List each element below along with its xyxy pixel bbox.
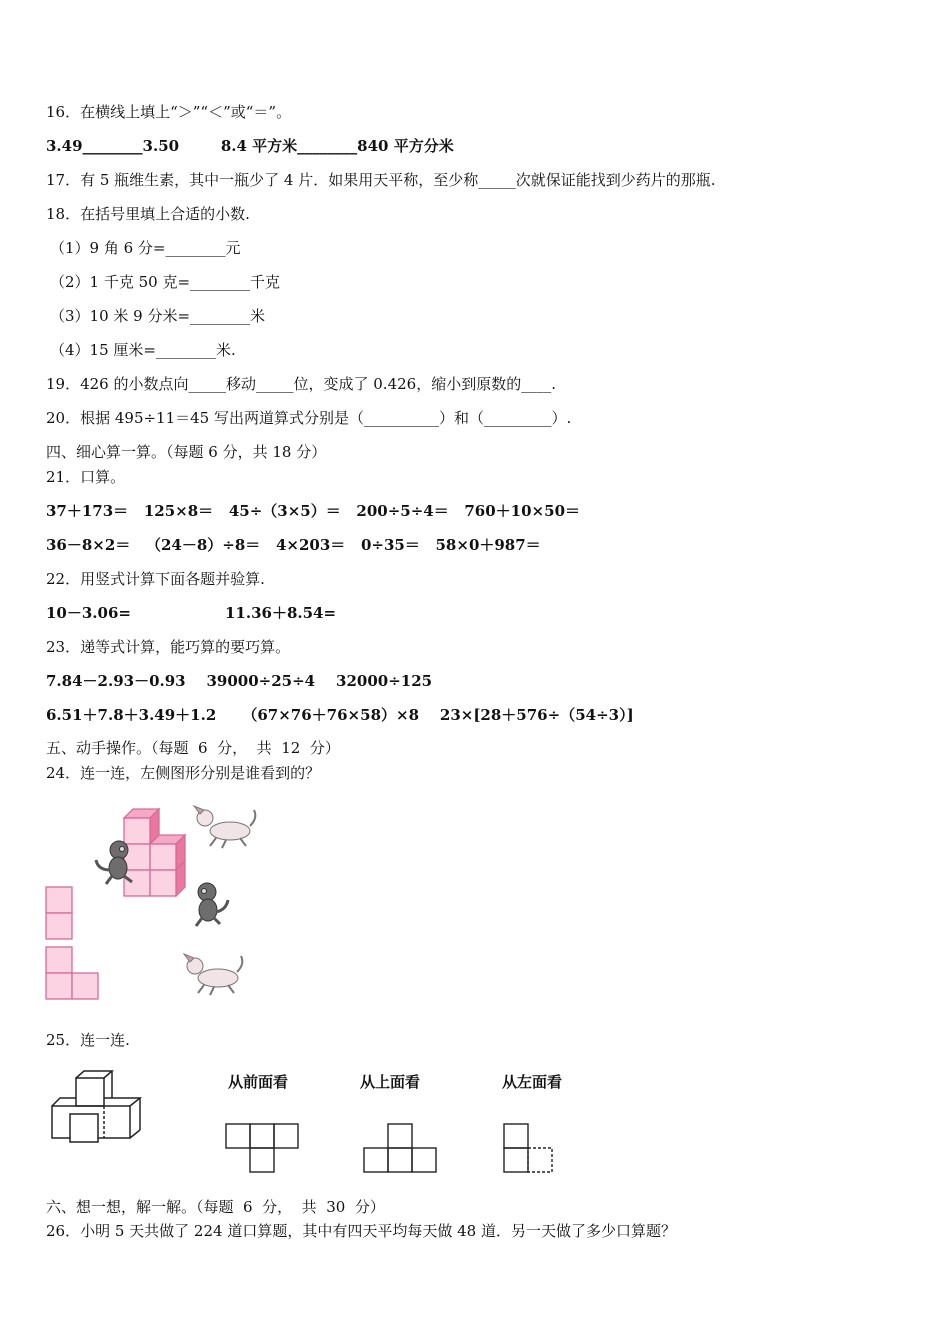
q26-text: 26．小明 5 天共做了 224 道口算题，其中有四天平均每天做 48 道．另一天做了多少口算题？ <box>46 1222 676 1240</box>
view-label-front: 从前面看 <box>228 1073 289 1091</box>
dog-icon <box>194 806 255 848</box>
q17-text: 17．有 5 瓶维生素，其中一瓶少了 4 片．如果用天平称，至少称_____次就保证能找到少药片的那瓶. <box>46 171 716 189</box>
q25-view-left <box>500 1120 556 1176</box>
pink-cube-stack <box>124 809 185 896</box>
q23-title: 23．递等式计算，能巧算的要巧算。 <box>46 638 291 656</box>
q21-row-2: 36－8×2＝ （24－8）÷8＝ 4×203＝ 0÷35＝ 58×0＋987＝ <box>46 536 541 554</box>
q23-row-2: 6.51＋7.8＋3.49＋1.2 （67×76＋76×58）×8 23×[28＋576÷（54÷3）] <box>46 706 634 724</box>
q18-item-3: （3）10 米 9 分米=________米 <box>50 307 266 325</box>
q18-item-2: （2）1 千克 50 克=________千克 <box>50 273 281 291</box>
q21-title: 21．口算。 <box>46 468 126 486</box>
q24-figure <box>40 788 260 1003</box>
q16-title: 16．在横线上填上“＞”“＜”或“＝”。 <box>46 103 292 121</box>
q16-blanks: 3.49________3.50 8.4 平方米________840 平方分米 <box>46 137 454 155</box>
view-label-left: 从左面看 <box>502 1073 563 1091</box>
q23-row-1: 7.84－2.93－0.93 39000÷25÷4 32000÷125 <box>46 672 433 690</box>
section-6-heading: 六、想一想，解一解。（每题 6 分， 共 30 分） <box>46 1198 385 1216</box>
q20-text: 20．根据 495÷11＝45 写出两道算式分别是（__________）和（_________）. <box>46 409 572 427</box>
q21-row-1: 37＋173＝ 125×8＝ 45÷（3×5）＝ 200÷5÷4＝ 760＋10×50＝ <box>46 502 581 520</box>
view-label-top: 从上面看 <box>360 1073 421 1091</box>
q19-text: 19．426 的小数点向_____移动_____位，变成了 0.426，缩小到原数的____. <box>46 375 556 393</box>
dog-icon <box>184 954 242 995</box>
q25-title: 25．连一连. <box>46 1031 130 1049</box>
q22-title: 22．用竖式计算下面各题并验算. <box>46 570 265 588</box>
q18-item-4: （4）15 厘米=________米. <box>50 341 236 359</box>
q22-problems: 10－3.06= 11.36＋8.54= <box>46 604 337 622</box>
section-4-heading: 四、细心算一算。（每题 6 分，共 18 分） <box>46 443 327 461</box>
section-5-heading: 五、动手操作。（每题 6 分， 共 12 分） <box>46 739 340 757</box>
q24-title: 24．连一连，左侧图形分别是谁看到的？ <box>46 764 321 782</box>
monkey-icon <box>196 883 228 926</box>
view-shape-1 <box>46 887 72 939</box>
q18-title: 18．在括号里填上合适的小数. <box>46 205 250 223</box>
q25-view-front <box>224 1120 302 1176</box>
q25-solid <box>48 1068 152 1148</box>
view-shape-2 <box>46 947 98 999</box>
q25-view-top <box>360 1120 440 1176</box>
q18-item-1: （1）9 角 6 分=________元 <box>50 239 241 257</box>
